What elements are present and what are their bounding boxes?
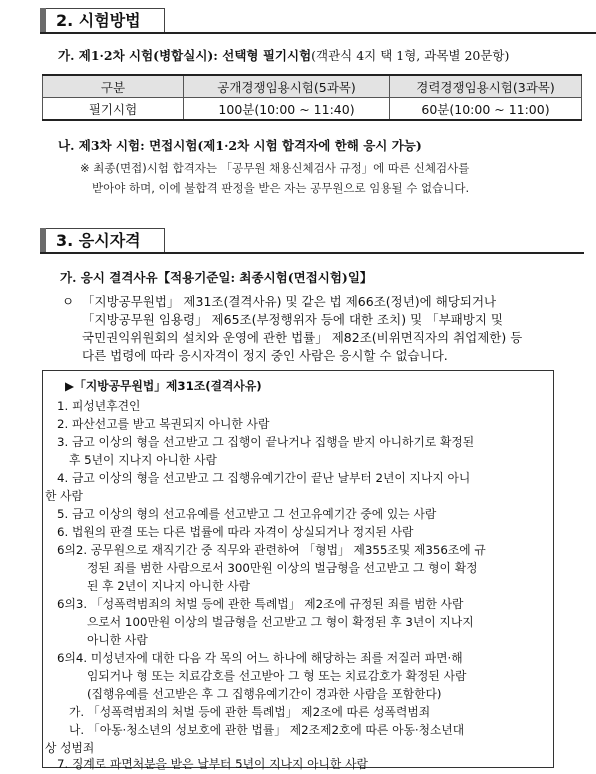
box-line: (집행유예를 선고받은 후 그 집행유예기간이 경과한 사람을 포함한다) xyxy=(87,687,442,701)
para-line: 「지방공무원법」 제31조(결격사유) 및 같은 법 제66조(정년)에 해당되거나 xyxy=(82,294,497,309)
box-line: 으로서 100만원 이상의 벌금형을 선고받고 그 형이 확정된 후 3년이 지나지 xyxy=(87,615,474,629)
box-line: 가. 「성폭력범죄의 처벌 등에 관한 특례법」 제2조에 따른 성폭력범죄 xyxy=(69,705,431,719)
box-line: 2. 파산선고를 받고 복권되지 아니한 사람 xyxy=(57,417,270,431)
box-line: 한 사람 xyxy=(45,489,83,503)
table-header-cell: 경력경쟁임용시험(3과목) xyxy=(390,75,582,98)
box-line: 정된 죄를 범한 사람으로서 300만원 이상의 벌금형을 선고받고 그 형이 확정 xyxy=(87,561,478,575)
item-ga-bold: 가. 제1·2차 시험(병합실시): 선택형 필기시험 xyxy=(58,48,312,63)
section-underline xyxy=(40,252,584,254)
box-line: 아니한 사람 xyxy=(87,633,148,647)
box-line: 6의3. 「성폭력범죄의 처벌 등에 관한 특례법」 제2조에 규정된 죄를 범한 사람 xyxy=(57,597,464,611)
box-line: 임되거나 형 또는 치료감호를 선고받아 그 형 또는 치료감호가 확정된 사람 xyxy=(87,669,467,683)
box-line: 7. 징계로 파면처분을 받은 날부터 5년이 지나지 아니한 사람 xyxy=(57,757,368,771)
box-line: 6. 법원의 판결 또는 다른 법률에 따라 자격이 상실되거나 정지된 사람 xyxy=(57,525,414,539)
box-line: 후 5년이 지나지 아니한 사람 xyxy=(69,453,217,467)
table-cell: 필기시험 xyxy=(43,98,184,121)
para-line: 「지방공무원 임용령」 제65조(부정행위자 등에 대한 조치) 및 「부패방지 및 xyxy=(82,312,503,327)
note-line: ※ 최종(면접)시험 합격자는 「공무원 채용신체검사 규정」에 따른 신체검사를 xyxy=(80,161,470,175)
box-line: 6의2. 공무원으로 재직기간 중 직무와 관련하여 「형법」 제355조및 제356조에 규 xyxy=(57,543,486,557)
table-cell: 100분(10:00 ~ 11:40) xyxy=(184,98,390,121)
box-line: 4. 금고 이상의 형을 선고받고 그 집행유예기간이 끝난 날부터 2년이 지나지 아니 xyxy=(57,471,471,485)
table-cell: 60분(10:00 ~ 11:00) xyxy=(390,98,582,121)
table-row xyxy=(43,98,582,121)
item-ga-rest: (객관식 4지 택 1형, 과목별 20문항) xyxy=(311,48,510,63)
box-title: ▶「지방공무원법」제31조(결격사유) xyxy=(65,379,262,393)
bullet-marker: ㅇ xyxy=(62,294,75,309)
box-line: 5. 금고 이상의 형의 선고유예를 선고받고 그 선고유예기간 중에 있는 사람 xyxy=(57,507,437,521)
box-line: 된 후 2년이 지나지 아니한 사람 xyxy=(87,579,251,593)
table-header-cell: 공개경쟁임용시험(5과목) xyxy=(184,75,390,98)
para-line: 다른 법령에 따라 응시자격이 정지 중인 사람은 응시할 수 없습니다. xyxy=(82,348,448,363)
item-ga-exam xyxy=(58,46,509,64)
box-line: 6의4. 미성년자에 대한 다음 각 목의 어느 하나에 해당하는 죄를 저질러 파면·해 xyxy=(57,651,463,665)
item-na-interview: 나. 제3차 시험: 면접시험(제1·2차 시험 합격자에 한해 응시 가능) xyxy=(58,138,422,153)
section-title: 3. 응시자격 xyxy=(46,228,165,254)
law-excerpt-box xyxy=(42,370,554,771)
section-underline xyxy=(40,32,596,34)
para-line: 국민권익위원회의 설치와 운영에 관한 법률」 제82조(비위면직자의 취업제한) 등 xyxy=(82,330,523,345)
box-line: 1. 피성년후견인 xyxy=(57,399,141,413)
table-header-row xyxy=(43,75,582,98)
section-title: 2. 시험방법 xyxy=(46,8,165,34)
box-line: 나. 「아동·청소년의 성보호에 관한 법률」 제2조제2호에 따른 아동·청소년대 xyxy=(69,723,465,737)
item-ga-disqualification: 가. 응시 결격사유【적용기준일: 최종시험(면접시험)일】 xyxy=(60,270,373,285)
note-line: 받아야 하며, 이에 불합격 판정을 받은 자는 공무원으로 임용될 수 없습니다. xyxy=(92,181,470,195)
table-header-cell: 구분 xyxy=(43,75,184,98)
box-line: 3. 금고 이상의 형을 선고받고 그 집행이 끝나거나 집행을 받지 아니하기로 확정된 xyxy=(57,435,475,449)
box-line: 상 성범죄 xyxy=(45,741,95,755)
exam-schedule-table xyxy=(42,74,582,121)
